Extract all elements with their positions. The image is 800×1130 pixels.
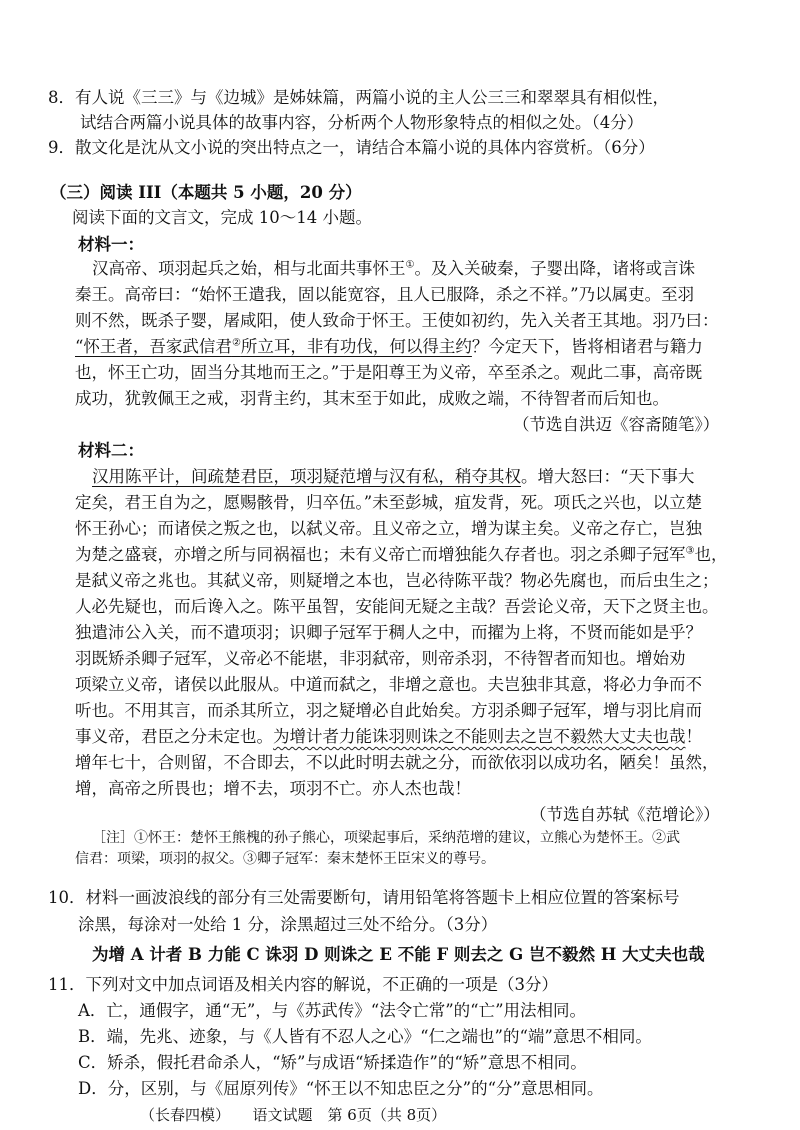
text-segment: 也，: [694, 545, 728, 564]
material-2-line: 项梁立义帝，诸侯以此服从。中道而弑之，非增之意也。夫岂独非其意，将必力争而不: [75, 675, 702, 694]
question-8-line2: 试结合两篇小说具体的故事内容，分析两个人物形象特点的相似之处。（4分）: [80, 113, 644, 132]
material-1-source: （节选自洪迈《容斋随笔》）: [513, 415, 720, 434]
underlined-text: [75, 337, 472, 356]
text-segment: 。增大怒曰：“天下事大: [521, 467, 695, 486]
material-2-line: 定矣，君王自为之，愿赐骸骨，归卒伍。”未至彭城，疽发背，死。项氏之兴也，以立楚: [75, 493, 703, 512]
material-2-line: [92, 466, 694, 488]
material-2-line: 怀王孙心；而诸侯之叛之也，以弑义帝。且义帝之立，增为谋主矣。义帝之存亡，岂独: [75, 519, 702, 538]
material-2-line: 人必先疑也，而后谗入之。陈平虽智，安能间无疑之主哉？吾尝论义帝，天下之贤主也。: [75, 597, 719, 616]
material-1-line: [92, 258, 695, 280]
material-2-line: [75, 544, 727, 566]
material-1-line: 也，怀王亡功，固当分其地而王之。”于是阳尊王为义帝，卒至杀之。观此二事，高帝既: [75, 363, 703, 382]
option-c: C．矫杀，假托君命杀人，“矫”与成语“矫揉造作”的“矫”意思不相同。: [78, 1053, 587, 1072]
underlined-text: 汉用陈平计，间疏楚君臣，项羽疑范增与汉有私，稍夺其权: [92, 467, 521, 486]
footnote-mark: ③: [685, 545, 695, 557]
text-segment: 事义帝，君臣之分未定也。: [75, 727, 273, 746]
question-8-line1: 8．有人说《三三》与《边城》是姊妹篇，两篇小说的主人公三三和翠翠具有相似性，: [48, 88, 669, 107]
material-2-line: [75, 726, 702, 748]
question-9: 9．散文化是沈从文小说的突出特点之一，请结合本篇小说的具体内容赏析。（6分）: [48, 138, 655, 157]
material-2-line: 独遣沛公入关，而不遣项羽；识卿子冠军于稠人之中，而擢为上将，不贤而能如是乎？: [75, 623, 702, 642]
material-2-line: 增，高帝之所畏也；增不去，项羽不亡。亦人杰也哉！: [75, 779, 471, 798]
text-segment: ！: [685, 727, 702, 746]
material-1-line: 则不然，既杀子婴，屠咸阳，使人致命于怀王。王使如初约，先入关者王其地。羽乃曰：: [75, 311, 719, 330]
text-segment: 汉高帝、项羽起兵之始，相与北面共事怀王: [92, 259, 406, 278]
page-footer: （长春四模） 语文试题 第 6页（共 8页）: [140, 1106, 447, 1124]
material-2-line: 增年七十，合则留，不合即去，不以此时明去就之分，而欲依羽以成功名，陋矣！虽然，: [75, 753, 719, 772]
footnote-mark: ②: [231, 337, 241, 349]
material-1-line: [75, 336, 703, 358]
question-10-line2: 涂黑，每涂对一处给 1 分，涂黑超过三处不给分。（3分）: [78, 915, 498, 934]
option-d: D．分，区别，与《屈原列传》“怀王以不知忠臣之分”的“分”意思相同。: [78, 1079, 604, 1098]
text-segment: 所立耳，非有功伐，何以得主约: [240, 337, 472, 356]
wavy-underlined-text: 为增计者力能诛羽则诛之不能则去之岂不毅然大丈夫也哉: [273, 727, 686, 746]
text-segment: ？今定天下，皆将相诸君与籍力: [471, 337, 703, 356]
material-1-line: 秦王。高帝曰：“始怀王遣我，固以能宽容，且人已服降，杀之不祥。”乃以属吏。至羽: [75, 285, 695, 304]
notes-line1: ［注］①怀王：楚怀王熊槐的孙子熊心，项梁起事后，采纳范增的建议，立熊心为楚怀王。②武: [92, 830, 680, 846]
text-segment: “怀王者，吾家武信君: [75, 337, 232, 356]
material-1-label: 材料一：: [78, 235, 144, 254]
material-2-label: 材料二：: [78, 441, 144, 460]
question-10-answer-line: 为增 A 计者 B 力能 C 诛羽 D 则诛之 E 不能 F 则去之 G 岂不毅然 H 大丈夫也哉: [92, 945, 705, 964]
material-2-line: 羽既矫杀卿子冠军，义帝必不能堪，非羽弑帝，则帝杀羽，不待智者而知也。增始劝: [75, 649, 686, 668]
text-segment: 为楚之盛衰，亦增之所与同祸福也；未有义帝亡而增独能久存者也。羽之杀卿子冠军: [75, 545, 686, 564]
notes-line2: 信君：项梁，项羽的叔父。③卿子冠军：秦末楚怀王臣宋义的尊号。: [75, 851, 495, 867]
option-a: A．亡，通假字，通“无”，与《苏武传》“法令亡常”的“亡”用法相同。: [78, 1001, 587, 1020]
text-segment: 。及入关破秦，子婴出降，诸将或言诛: [414, 259, 695, 278]
material-2-line: 是弑义帝之兆也。其弑义帝，则疑增之本也，岂必待陈平哉？物必先腐也，而后虫生之；: [75, 571, 719, 590]
material-1-line: 成功，犹敦佩王之戒，羽背主约，其末至于如此，成败之端，不待智者而后知也。: [75, 389, 669, 408]
option-b: B．端，先兆、迹象，与《人皆有不忍人之心》“仁之端也”的“端”意思不相同。: [78, 1027, 652, 1046]
footnote-mark: ①: [405, 259, 415, 271]
question-10-line1: 10．材料一画波浪线的部分有三处需要断句，请用铅笔将答题卡上相应位置的答案标号: [48, 888, 680, 907]
section-instruction: 阅读下面的文言文，完成 10～14 小题。: [72, 208, 372, 227]
material-2-line: 听也。不用其言，而杀其所立，羽之疑增必自此始矣。方羽杀卿子冠军，增与羽比肩而: [75, 701, 702, 720]
question-11-stem: 11．下列对文中加点词语及相关内容的解说，不正确的一项是（3分）: [48, 975, 558, 994]
section-title: （三）阅读 III（本题共 5 小题，20 分）: [50, 183, 362, 202]
material-2-source: （节选自苏轼《范增论》）: [530, 805, 720, 824]
